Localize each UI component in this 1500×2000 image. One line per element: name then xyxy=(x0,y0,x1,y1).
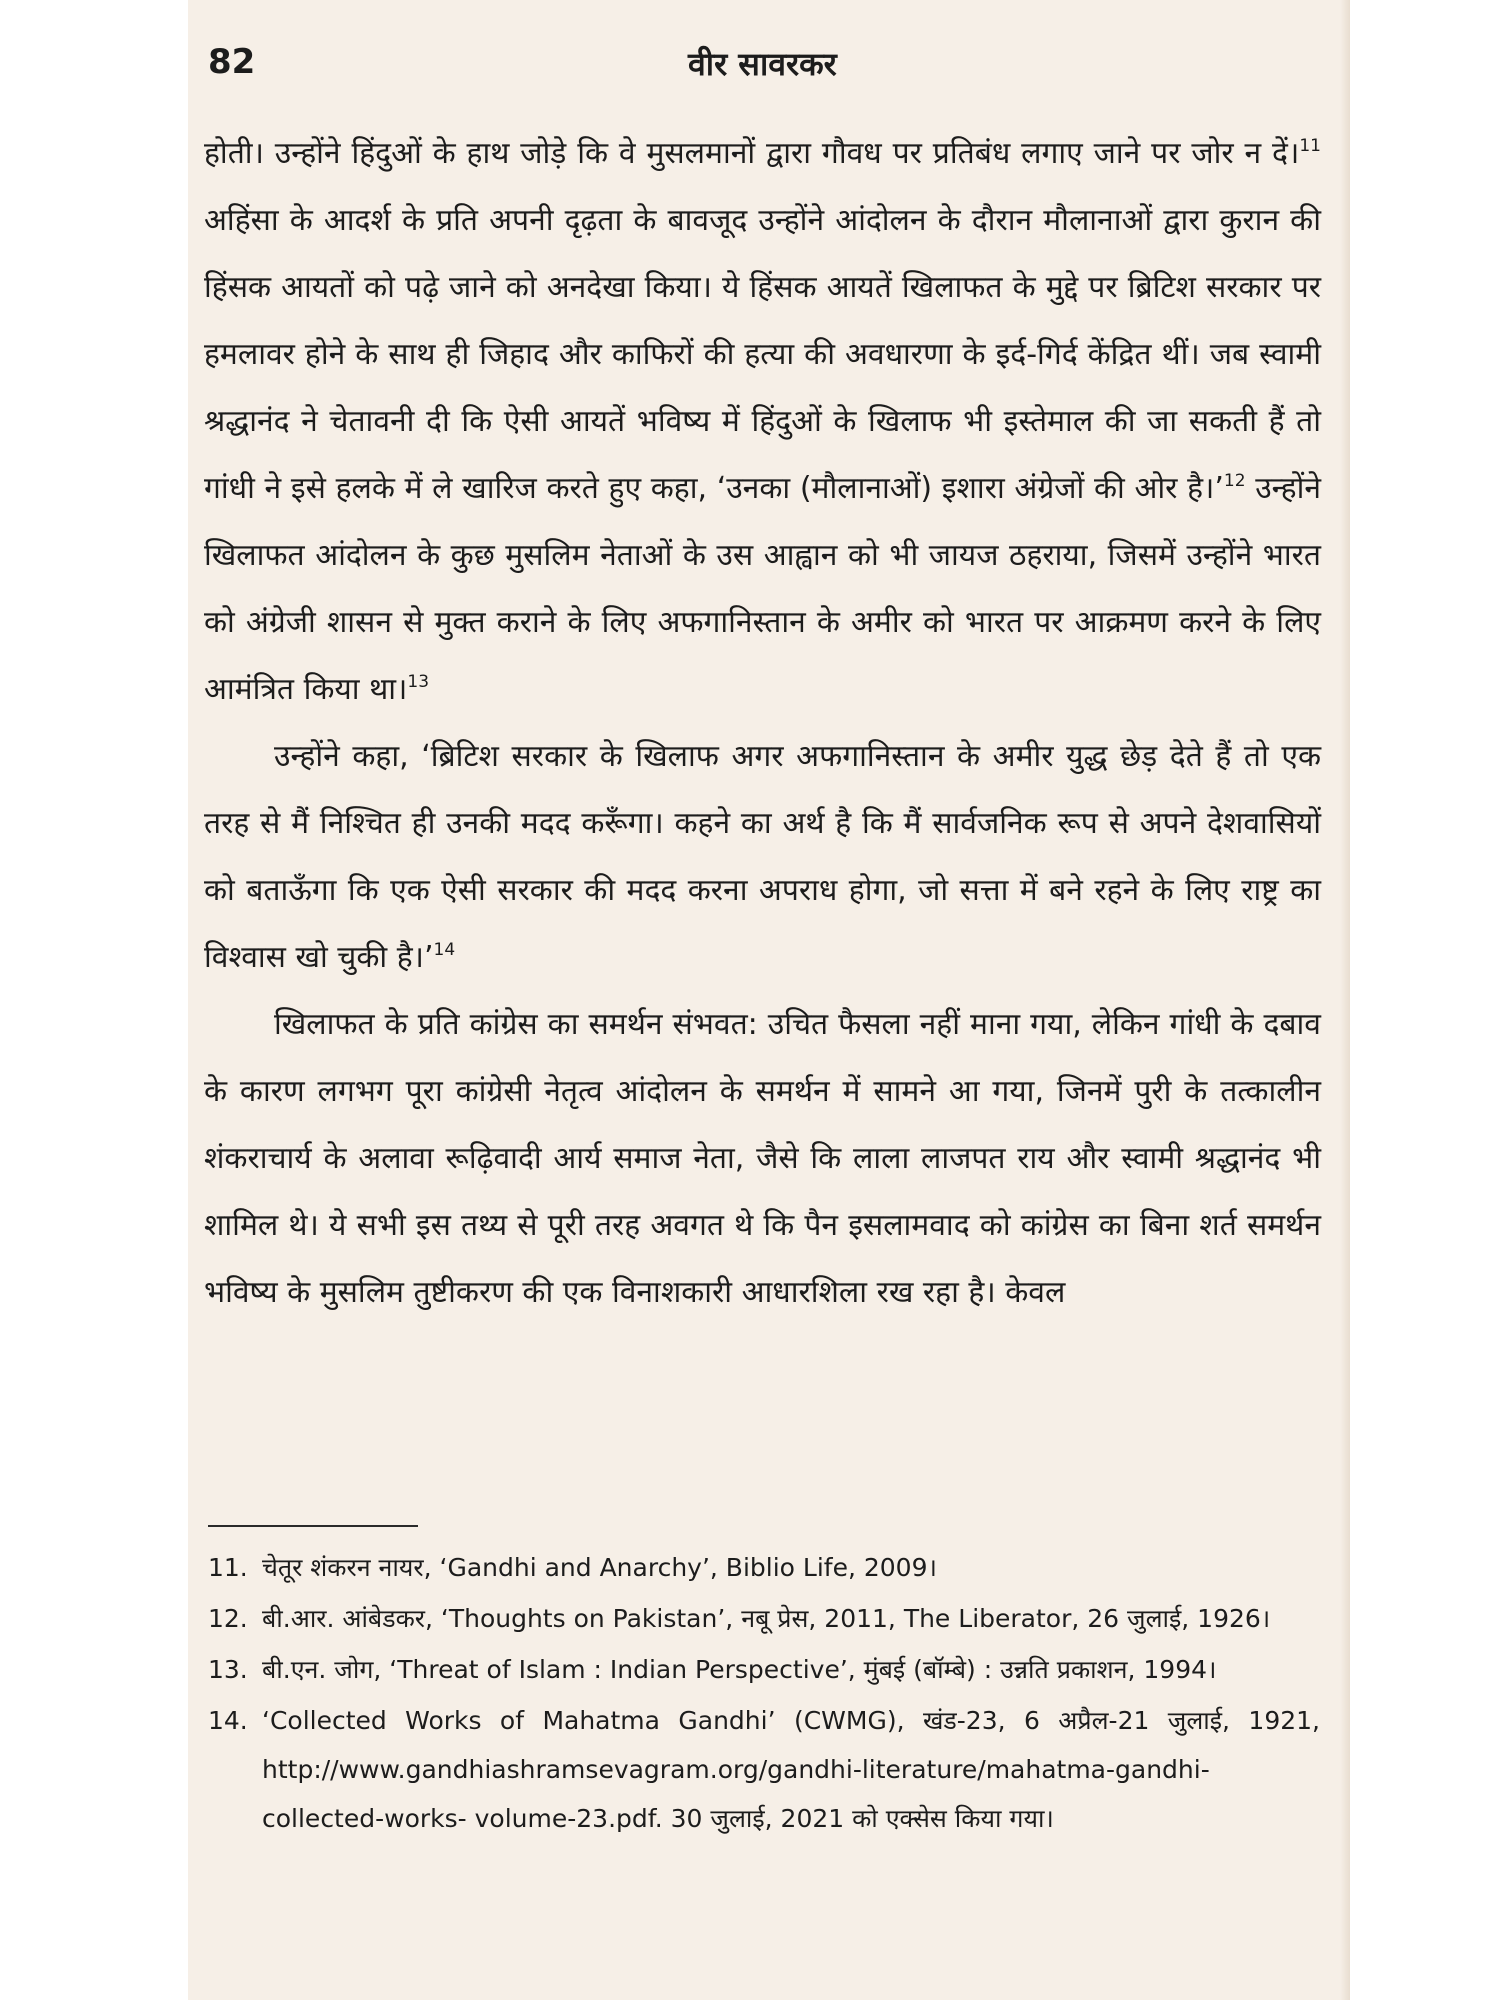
footnote-number: 14. xyxy=(208,1706,248,1735)
page-header xyxy=(208,42,1308,92)
paragraph-text: अहिंसा के आदर्श के प्रति अपनी दृढ़ता के बावजूद उन्होंने आंदोलन के दौरान मौलानाओं द्वारा कुरान की हिंसक आयतों को पढ़े जाने को अनदेखा किया। ये हिंसक आयतें खिलाफत के मुद्दे पर ब्रिटिश सरकार पर हमलावर होने के साथ ही जिहाद और काफिरों की हत्या की अवधारणा के इर्द-गिर्द केंद्रित थीं। जब स्वामी श्रद्धानंद ने चेतावनी दी कि ऐसी आयतें भविष्य में हिंदुओं के खिलाफ भी इस्तेमाल की जा सकती हैं तो गांधी ने इसे हलके में ले खारिज करते हुए कहा, ‘उनका (मौलानाओं) इशारा अंग्रेजों की ओर है।’ xyxy=(204,203,1321,506)
footnote-item xyxy=(208,1594,1320,1643)
footnote-text: चेतूर शंकरन नायर, ‘Gandhi and Anarchy’, Biblio Life, 2009। xyxy=(262,1553,937,1582)
paragraph-text: खिलाफत के प्रति कांग्रेस का समर्थन संभवत: उचित फैसला नहीं माना गया, लेकिन गांधी के दबाव के कारण लगभग पूरा कांग्रेसी नेतृत्व आंदोलन के समर्थन में सामने आ गया, जिनमें पुरी के तत्कालीन शंकराचार्य के अलावा रूढ़िवादी आर्य समाज नेता, जैसे कि लाला लाजपत राय और स्वामी श्रद्धानंद भी शामिल थे। ये सभी इस तथ्य से पूरी तरह अवगत थे कि पैन इसलामवाद को कांग्रेस का बिना शर्त समर्थन भविष्य के मुसलिम तुष्टीकरण की एक विनाशकारी आधारशिला रख रहा है। केवल xyxy=(204,1007,1321,1310)
paragraph-text: उन्होंने खिलाफत आंदोलन के कुछ मुसलिम नेताओं के उस आह्वान को भी जायज ठहराया, जिसमें उन्होंने भारत को अंग्रेजी शासन से मुक्त कराने के लिए अफगानिस्तान के अमीर को भारत पर आक्रमण करने के लिए आमंत्रित किया था। xyxy=(204,471,1321,707)
footnote-reference: 11 xyxy=(1299,136,1321,156)
page-edge-shadow xyxy=(1340,0,1350,2000)
footnote-reference: 12 xyxy=(1223,471,1246,491)
footnote-reference: 13 xyxy=(407,672,430,692)
footnote-number: 12. xyxy=(208,1604,248,1633)
body-paragraph xyxy=(204,120,1321,723)
scan-margin xyxy=(0,0,200,2000)
footnote-item xyxy=(208,1645,1320,1694)
footnote-item xyxy=(208,1543,1320,1592)
footnote-number: 11. xyxy=(208,1553,248,1582)
footnotes xyxy=(208,1543,1320,1845)
paragraph-text: उन्होंने कहा, ‘ब्रिटिश सरकार के खिलाफ अगर अफगानिस्तान के अमीर युद्ध छेड़ देते हैं तो एक तरह से मैं निश्चित ही उनकी मदद करूँगा। कहने का अर्थ है कि मैं सार्वजनिक रूप से अपने देशवासियों को बताऊँगा कि एक ऐसी सरकार की मदद करना अपराध होगा, जो सत्ता में बने रहने के लिए राष्ट्र का विश्वास खो चुकी है।’ xyxy=(204,739,1321,975)
page-number: 82 xyxy=(208,42,256,82)
footnote-number: 13. xyxy=(208,1655,248,1684)
footnote-text: ‘Collected Works of Mahatma Gandhi’ (CWMG), खंड-23, 6 अप्रैल-21 जुलाई, 1921, http://www.gandhiashramsevagram.org/gandhi-literature/mahatma-gandhi-collected-works- volume-23.pdf. 30 जुलाई, 2021 को एक्सेस किया गया। xyxy=(262,1706,1320,1833)
footnote-separator xyxy=(208,1525,418,1527)
paragraph-text: होती। उन्होंने हिंदुओं के हाथ जोड़े कि वे मुसलमानों द्वारा गौवध पर प्रतिबंध लगाए जाने पर जोर न दें। xyxy=(204,136,1300,171)
body-paragraph xyxy=(204,991,1321,1326)
running-title: वीर सावरकर xyxy=(688,45,837,83)
book-page xyxy=(188,0,1350,2000)
body-paragraph xyxy=(204,723,1321,991)
footnote-text: बी.आर. आंबेडकर, ‘Thoughts on Pakistan’, नबू प्रेस, 2011, The Liberator, 26 जुलाई, 1926। xyxy=(262,1604,1271,1633)
footnote-item xyxy=(208,1696,1320,1843)
body-text xyxy=(204,120,1321,1326)
footnote-text: बी.एन. जोग, ‘Threat of Islam : Indian Perspective’, मुंबई (बॉम्बे) : उन्नति प्रकाशन, 1994। xyxy=(262,1655,1217,1684)
footnote-reference: 14 xyxy=(433,940,456,960)
